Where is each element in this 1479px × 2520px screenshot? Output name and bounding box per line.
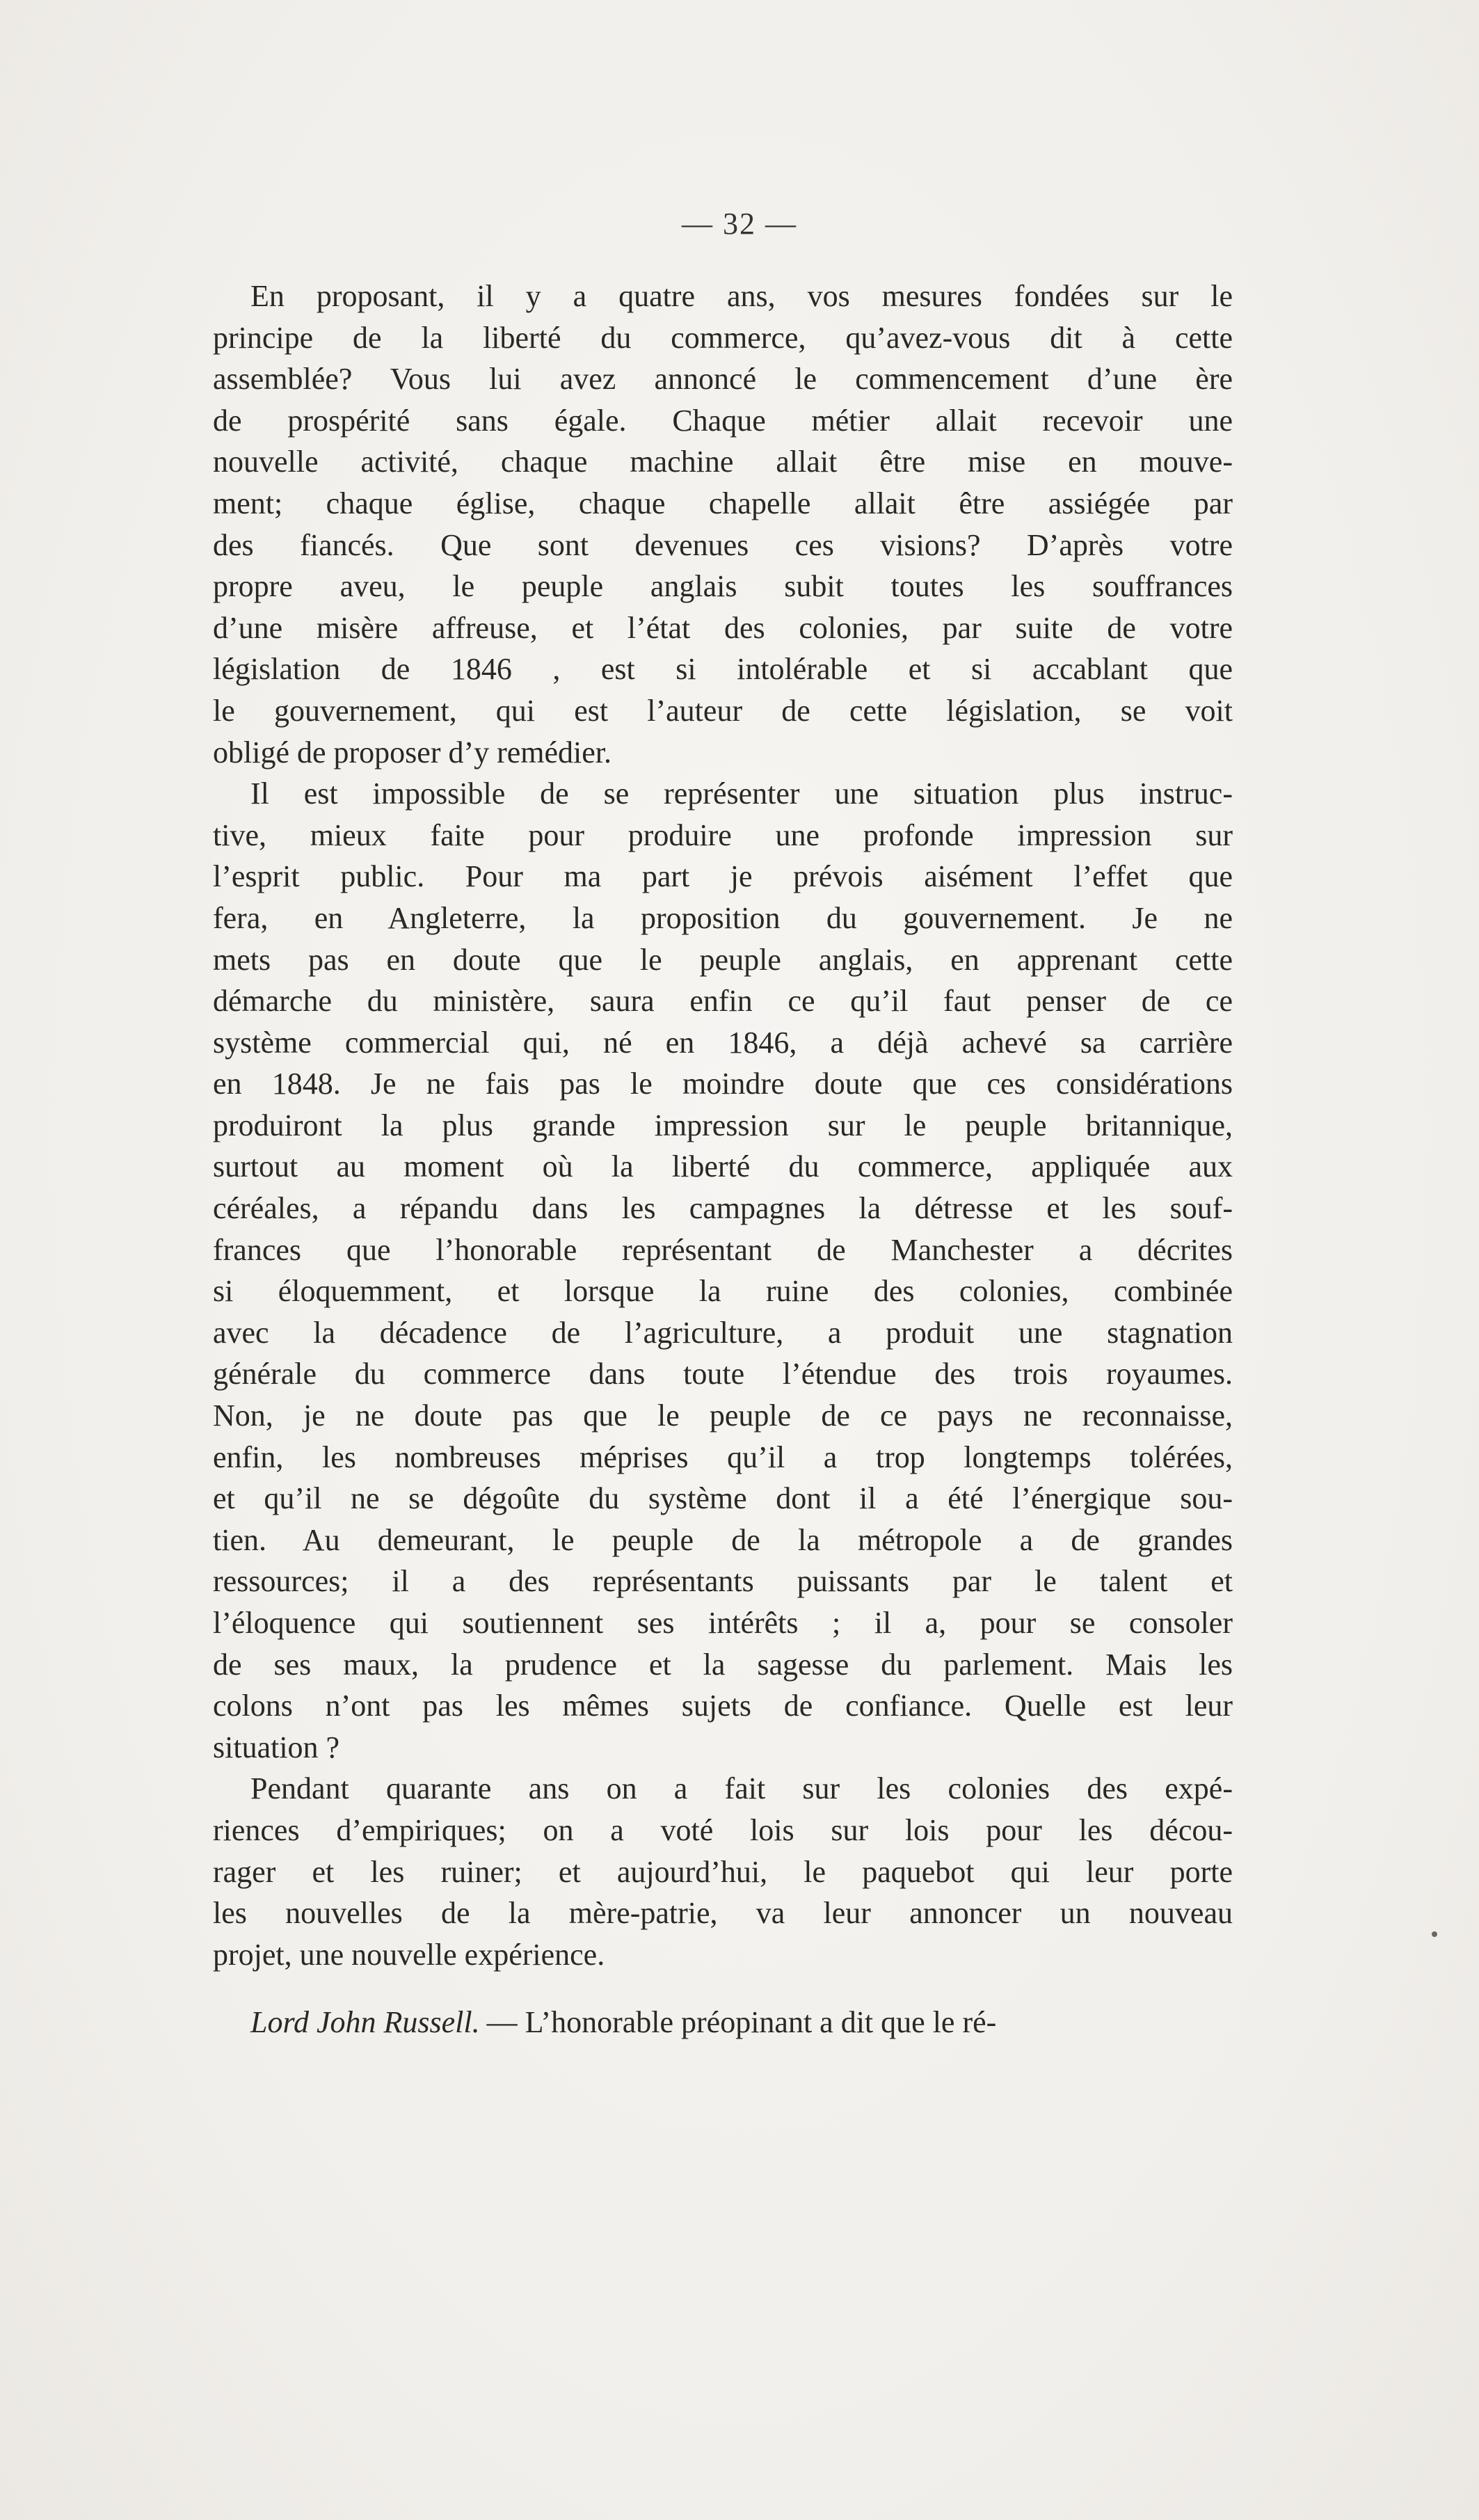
text-line: Pendant quarante ans on a fait sur les colonies des expé- (250, 1771, 1233, 1806)
speech-text: — L’honorable préopinant a dit que le ré- (486, 2005, 997, 2040)
text-line: générale du commerce dans toute l’étendue des trois royaumes. (213, 1357, 1233, 1391)
text-line: ressources; il a des représentants puissants par le talent et (213, 1564, 1233, 1599)
text-line: et qu’il ne se dégoûte du système dont il a été l’énergique sou- (213, 1481, 1233, 1516)
paper-speck (1432, 1931, 1437, 1937)
text-line: obligé de proposer d’y remédier. (213, 735, 612, 769)
text-line: En proposant, il y a quatre ans, vos mesures fondées sur le (250, 279, 1233, 313)
text-line: démarche du ministère, saura enfin ce qu’il faut penser de ce (213, 984, 1233, 1019)
text-line: enfin, les nombreuses méprises qu’il a trop longtemps tolérées, (213, 1440, 1233, 1474)
text-line: législation de 1846 , est si intolérable et si accablant que (213, 652, 1233, 687)
text-line: système commercial qui, né en 1846, a déjà achevé sa carrière (213, 1025, 1233, 1060)
text-line: produiront la plus grande impression sur le peuple britannique, (213, 1108, 1233, 1142)
text-line: propre aveu, le peuple anglais subit toutes les souffrances (213, 569, 1233, 604)
text-line: d’une misère affreuse, et l’état des colonies, par suite de votre (213, 610, 1233, 645)
text-line: en 1848. Je ne fais pas le moindre doute que ces considérations (213, 1067, 1233, 1101)
text-line: céréales, a répandu dans les campagnes la détresse et les souf- (213, 1191, 1233, 1226)
text-line: rager et les ruiner; et aujourd’hui, le paquebot qui leur porte (213, 1854, 1233, 1889)
body-text (213, 276, 1233, 2043)
paragraph-3 (213, 1768, 1233, 1975)
speaker-name: Lord John Russell. (250, 2005, 480, 2040)
text-line: de ses maux, la prudence et la sagesse du parlement. Mais les (213, 1647, 1233, 1682)
text-line: avec la décadence de l’agriculture, a produit une stagnation (213, 1315, 1233, 1350)
text-line: tive, mieux faite pour produire une profonde impression sur (213, 818, 1233, 852)
text-line: mets pas en doute que le peuple anglais, en apprenant cette (213, 942, 1233, 977)
text-line: de prospérité sans égale. Chaque métier allait recevoir une (213, 403, 1233, 438)
text-line: surtout au moment où la liberté du commerce, appliquée aux (213, 1149, 1233, 1184)
text-line: fera, en Angleterre, la proposition du gouvernement. Je ne (213, 900, 1233, 935)
text-line: tien. Au demeurant, le peuple de la métropole a de grandes (213, 1522, 1233, 1557)
text-line: riences d’empiriques; on a voté lois sur lois pour les décou- (213, 1812, 1233, 1847)
text-line: assemblée? Vous lui avez annoncé le commencement d’une ère (213, 362, 1233, 397)
text-line: l’esprit public. Pour ma part je prévois aisément l’effet que (213, 859, 1233, 894)
text-line: Il est impossible de se représenter une situation plus instruc- (250, 776, 1233, 811)
text-line: Non, je ne doute pas que le peuple de ce pays ne reconnaisse, (213, 1398, 1233, 1433)
text-line: des fiancés. Que sont devenues ces visions? D’après votre (213, 527, 1233, 562)
text-line: si éloquemment, et lorsque la ruine des colonies, combinée (213, 1274, 1233, 1309)
text-line: les nouvelles de la mère-patrie, va leur annoncer un nouveau (213, 1896, 1233, 1931)
text-line: principe de la liberté du commerce, qu’avez-vous dit à cette (213, 320, 1233, 355)
paragraph-2 (213, 773, 1233, 1768)
paragraph-gap (213, 1975, 1233, 2002)
paragraph-1 (213, 276, 1233, 773)
text-line: projet, une nouvelle expérience. (213, 1937, 605, 1972)
page-number: — 32 — (682, 207, 797, 241)
text-line: l’éloquence qui soutiennent ses intérêts ; il a, pour se consoler (213, 1606, 1233, 1640)
text-line: colons n’ont pas les mêmes sujets de confiance. Quelle est leur (213, 1689, 1233, 1723)
speaker-line (213, 2002, 1233, 2043)
text-line: ment; chaque église, chaque chapelle allait être assiégée par (213, 486, 1233, 520)
text-line: situation ? (213, 1730, 340, 1764)
text-line: frances que l’honorable représentant de Manchester a décrites (213, 1232, 1233, 1267)
text-line: nouvelle activité, chaque machine allait être mise en mouve- (213, 445, 1233, 479)
text-line: le gouvernement, qui est l’auteur de cette législation, se voit (213, 693, 1233, 728)
